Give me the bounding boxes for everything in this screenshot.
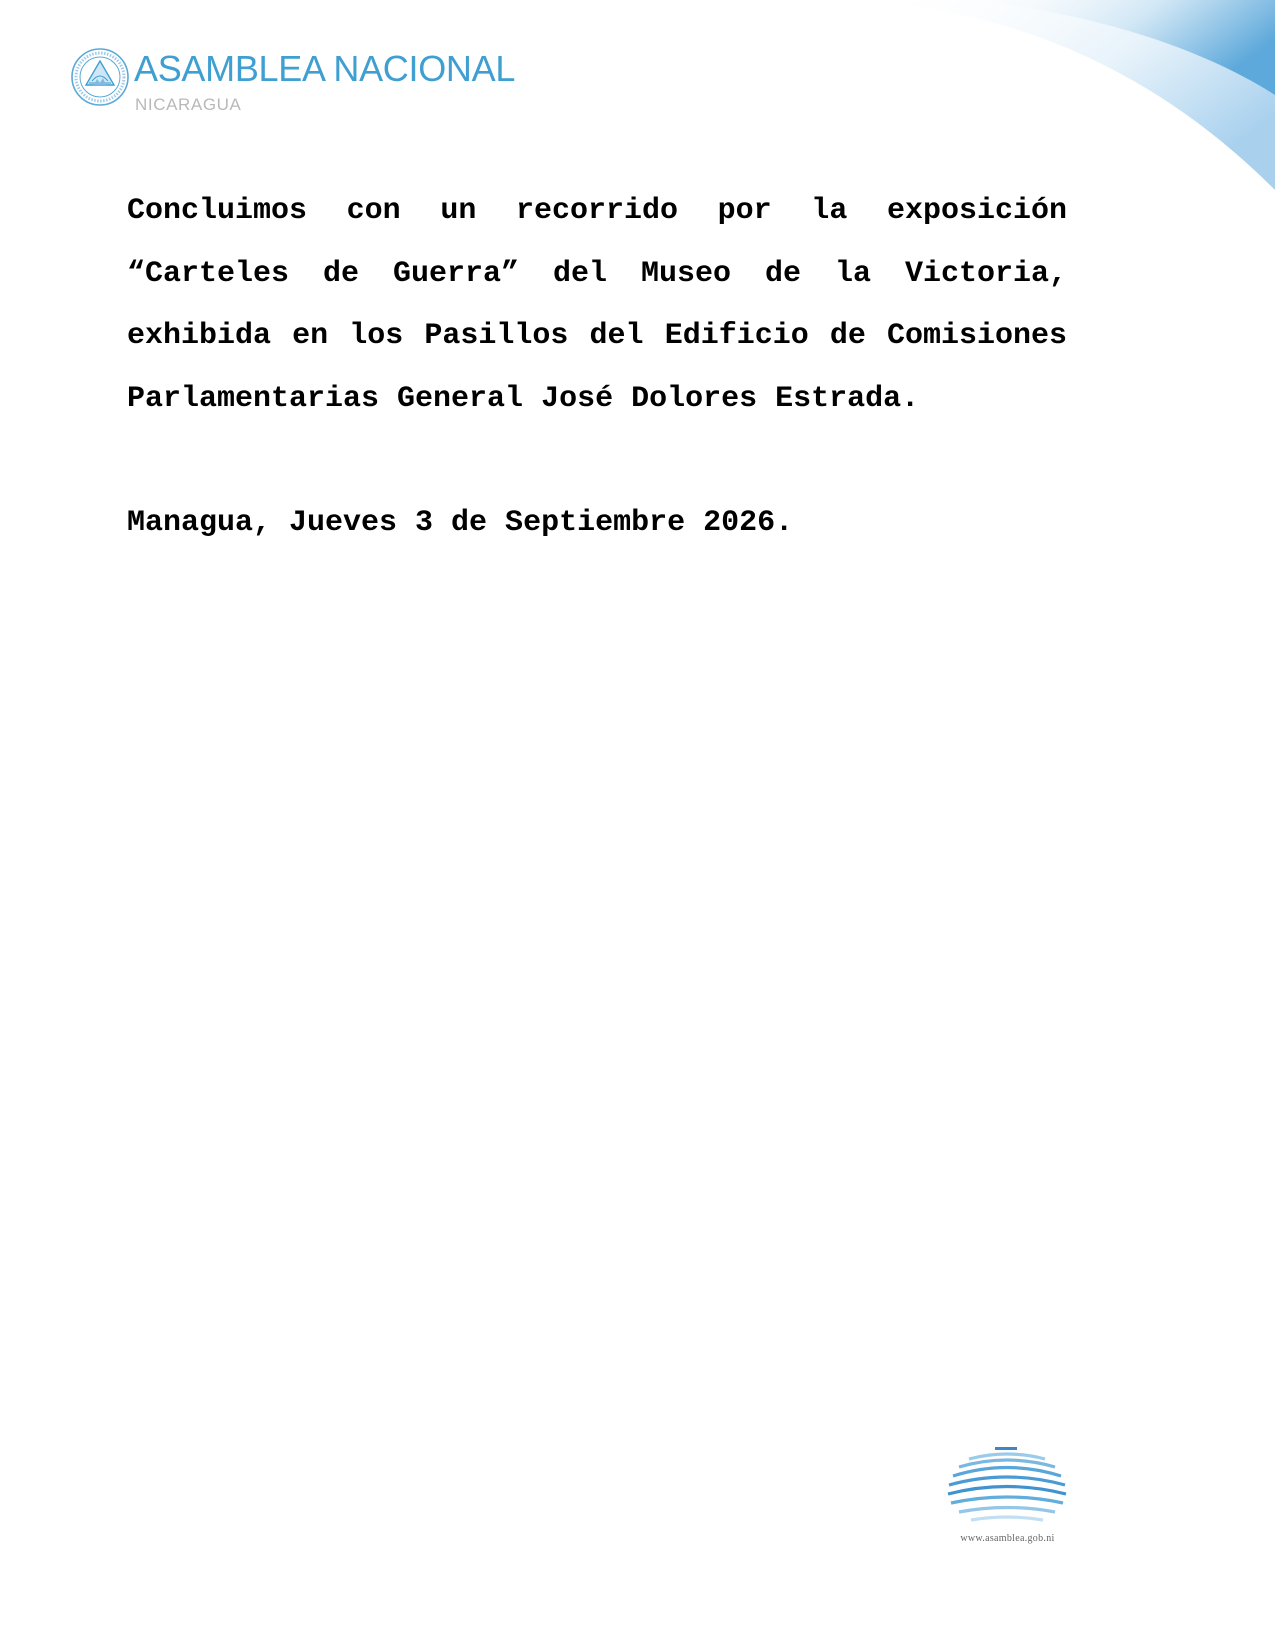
national-seal-icon (70, 47, 130, 107)
corner-swoosh-decoration (855, 0, 1275, 200)
organization-name: ASAMBLEA NACIONAL (134, 48, 516, 89)
organization-country: NICARAGUA (135, 95, 242, 114)
dateline: Managua, Jueves 3 de Septiembre 2026. (127, 506, 794, 540)
document-body (127, 180, 1067, 555)
website-url: www.asamblea.gob.ni (960, 1533, 1055, 1544)
body-paragraph: Concluimos con un recorrido por la exposición “Carteles de Guerra” del Museo de la Victoria, exhibida en los Pasillos del Edificio de Comisiones Parlamentarias General José Dolores Estrada. (127, 194, 1067, 416)
header (70, 45, 590, 125)
assembly-arcs-logo-icon (945, 1445, 1070, 1525)
